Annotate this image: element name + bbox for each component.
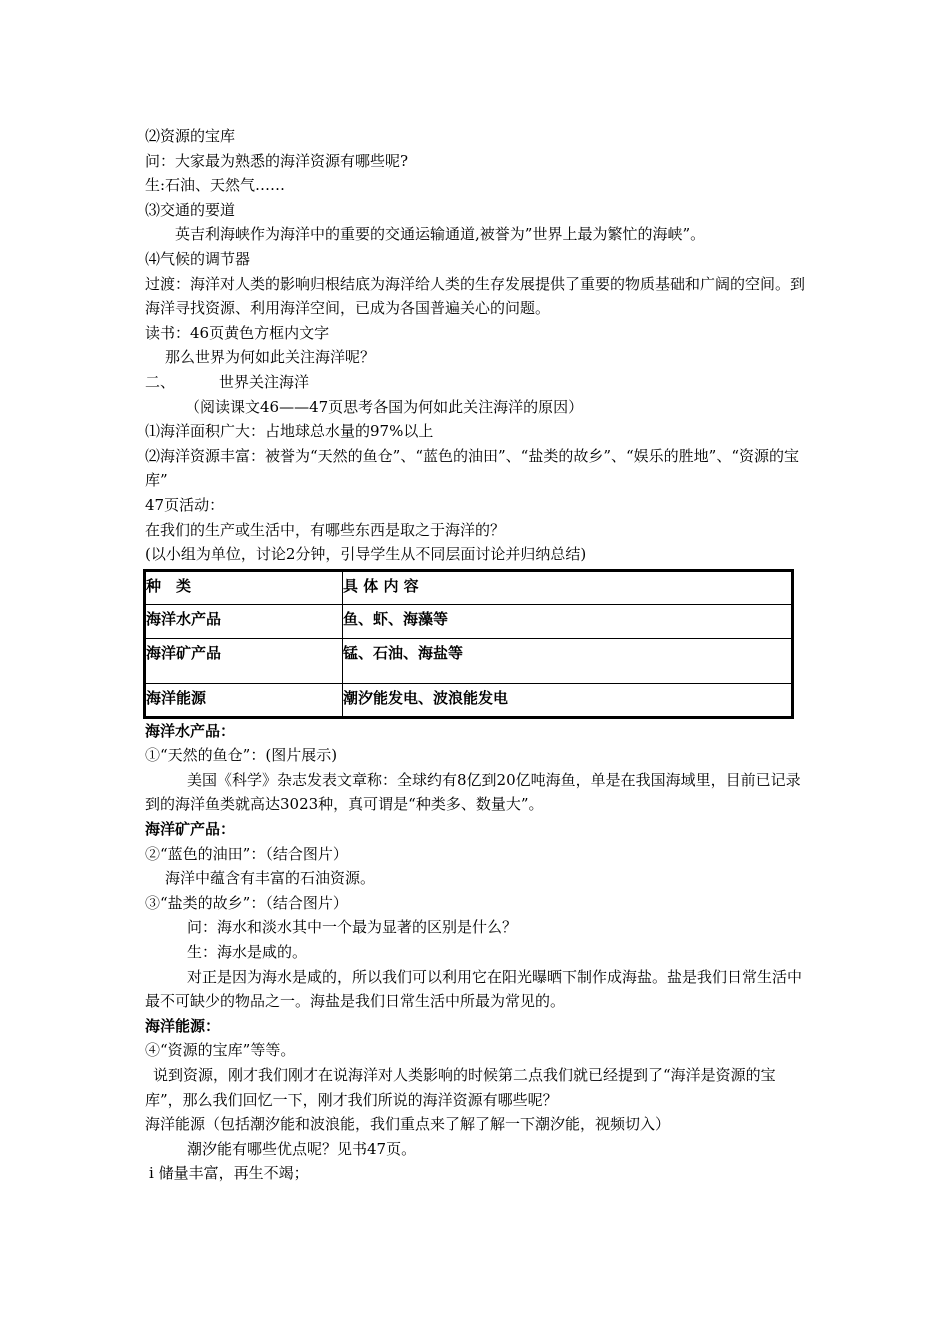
paragraph: 过渡：海洋对人类的影响归根结底为海洋给人类的生存发展提供了重要的物质基础和广阔的空间。到海洋寻找资源、利用海洋空间，已成为各国普遍关心的问题。: [145, 274, 806, 318]
text-line: ⅰ 储量丰富，再生不竭；: [149, 1164, 309, 1183]
table-cell: 海洋矿产品: [145, 638, 343, 683]
subheading: 海洋水产品：: [145, 721, 236, 740]
table-cell: 鱼、虾、海藻等: [343, 604, 793, 638]
text-line: 潮汐能有哪些优点呢？见书47页。: [187, 1139, 417, 1158]
text-line: ⑷气候的调节器: [145, 249, 251, 268]
table-row: [145, 604, 793, 638]
subheading: 海洋矿产品：: [145, 820, 236, 839]
table-cell: 海洋水产品: [145, 604, 343, 638]
text-line: 问：大家最为熟悉的海洋资源有哪些呢?: [145, 151, 409, 170]
text-line: 英吉利海峡作为海洋中的重要的交通运输通道,被誉为”世界上最为繁忙的海峡”。: [175, 225, 706, 244]
text-line: 生:石油、天然气……: [145, 176, 286, 195]
text-line: 海洋中蕴含有丰富的石油资源。: [165, 869, 376, 888]
section-heading: [145, 370, 805, 395]
table-header-row: [145, 570, 793, 604]
paragraph: ⑵海洋资源丰富：被誉为“天然的鱼仓”、“蓝色的油田”、“盐类的故乡”、“娱乐的胜地”、“资源的宝库”: [145, 446, 800, 490]
table-header-cell: 具 体 内 容: [343, 570, 793, 604]
document-body: [145, 124, 805, 1186]
text-line: ⑶交通的要道: [145, 200, 236, 219]
text-line: 生：海水是咸的。: [187, 943, 308, 962]
text-line: 47页活动：: [145, 495, 225, 514]
text-line: (以小组为单位，讨论2分钟，引导学生从不同层面讨论并归纳总结): [145, 545, 587, 564]
text-line: ⑵资源的宝库: [145, 127, 236, 145]
section-number: 二、: [145, 372, 176, 391]
table-row: [145, 638, 793, 683]
paragraph: 美国《科学》杂志发表文章称：全球约有8亿到20亿吨海鱼，单是在我国海域里，目前已记录到的海洋鱼类就高达3023种，真可谓是“种类多、数量大”。: [145, 770, 801, 814]
text-line: ④“资源的宝库”等等。: [145, 1041, 296, 1060]
text-line: 读书：46页黄色方框内文字: [145, 323, 330, 342]
text-line: 问：海水和淡水其中一个最为显著的区别是什么？: [187, 918, 518, 937]
text-line: 在我们的生产或生活中，有哪些东西是取之于海洋的？: [145, 520, 506, 539]
table-cell: 潮汐能发电、波浪能发电: [343, 683, 793, 717]
subheading: 海洋能源：: [145, 1016, 221, 1035]
table-row: [145, 683, 793, 717]
text-line: ⑴海洋面积广大：占地球总水量的97%以上: [145, 422, 434, 441]
text-line: ②“蓝色的油田”：（结合图片）: [145, 844, 348, 863]
paragraph: 说到资源，刚才我们刚才在说海洋对人类影响的时候第二点我们就已经提到了“海洋是资源的宝库”，那么我们回忆一下，刚才我们所说的海洋资源有哪些呢？: [145, 1066, 776, 1109]
text-line: 那么世界为何如此关注海洋呢？: [165, 348, 376, 367]
table-header-cell: 种 类: [145, 570, 343, 604]
table-cell: 海洋能源: [145, 683, 343, 717]
text-line: ③“盐类的故乡”：（结合图片）: [145, 893, 348, 912]
section-title: 世界关注海洋: [219, 372, 310, 391]
resource-table: [143, 569, 794, 719]
text-line: 海洋能源（包括潮汐能和波浪能，我们重点来了解了解一下潮汐能，视频切入）: [145, 1115, 671, 1134]
table-cell: 锰、石油、海盐等: [343, 638, 793, 683]
text-line: ①“天然的鱼仓”：(图片展示): [145, 746, 338, 765]
paragraph: 对正是因为海水是咸的，所以我们可以利用它在阳光曝晒下制作成海盐。盐是我们日常生活中最不可缺少的物品之一。海盐是我们日常生活中所最为常见的。: [145, 967, 803, 1011]
text-line: （阅读课文46——47页思考各国为何如此关注海洋的原因）: [185, 397, 584, 416]
